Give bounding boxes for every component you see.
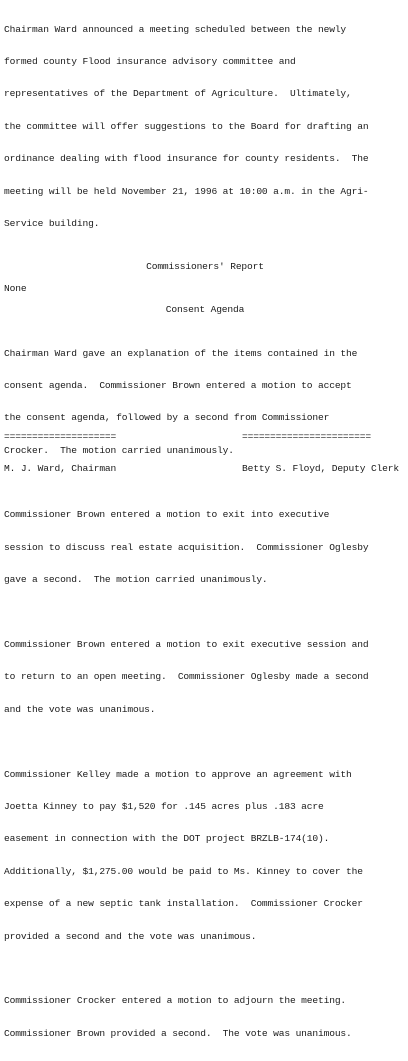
text-line: Chairman Ward gave an explanation of the items contained in the [4, 347, 358, 359]
executive-session-entry-paragraph [4, 489, 406, 608]
consent-agenda-heading: Consent Agenda [165, 304, 245, 316]
text-line: Additionally, $1,275.00 would be paid to Ms. Kinney to cover the [4, 865, 363, 877]
text-line: Commissioner Kelley made a motion to approve an agreement with [4, 768, 352, 780]
text-line: meeting will be held November 21, 1996 at 10:00 a.m. in the Agri- [4, 185, 369, 197]
text-line: Service building. [4, 217, 100, 229]
clerk-signature-block [242, 410, 399, 496]
text-line: Commissioner Crocker entered a motion to adjourn the meeting. [4, 995, 347, 1007]
signature-line: ======================= [242, 430, 371, 442]
text-line: Commissioner Brown entered a motion to exit into executive [4, 509, 330, 521]
text-line: Chairman Ward announced a meeting scheduled between the newly [4, 23, 347, 35]
text-line: easement in connection with the DOT project BRZLB-174(10). [4, 833, 330, 845]
text-line: expense of a new septic tank installation. Commissioner Crocker [4, 898, 363, 910]
clerk-name: Betty S. Floyd, Deputy Clerk [242, 462, 400, 474]
text-line: Commissioner Brown provided a second. The vote was unanimous. [4, 1027, 352, 1039]
kinney-agreement-paragraph [4, 748, 406, 964]
text-line: ordinance dealing with flood insurance for county residents. The [4, 153, 369, 165]
text-line: Crocker. The motion carried unanimously. [4, 444, 234, 456]
signature-line: ==================== [4, 430, 117, 442]
adjournment-paragraph [4, 975, 406, 1061]
text-line: gave a second. The motion carried unanimously. [4, 574, 268, 586]
text-line: the committee will offer suggestions to the Board for drafting an [4, 120, 369, 132]
chairman-signature-block [4, 410, 116, 496]
meeting-announcement-paragraph [4, 3, 406, 251]
text-line: and the vote was unanimous. [4, 703, 156, 715]
commissioners-report-body: None [4, 282, 27, 294]
executive-session-exit-paragraph [4, 618, 406, 737]
text-line: provided a second and the vote was unanimous. [4, 930, 257, 942]
text-line: formed county Flood insurance advisory committee and [4, 55, 296, 67]
chairman-name: M. J. Ward, Chairman [4, 462, 117, 474]
minutes-page [4, 3, 406, 1061]
text-line: to return to an open meeting. Commissioner Oglesby made a second [4, 671, 369, 683]
text-line: session to discuss real estate acquisition. Commissioner Oglesby [4, 541, 369, 553]
text-line: Joetta Kinney to pay $1,520 for .145 acres plus .183 acre [4, 800, 324, 812]
text-line: Commissioner Brown entered a motion to exit executive session and [4, 639, 369, 651]
text-line: consent agenda. Commissioner Brown entered a motion to accept [4, 379, 352, 391]
text-line: representatives of the Department of Agriculture. Ultimately, [4, 88, 352, 100]
commissioners-report-heading: Commissioners' Report [146, 261, 264, 273]
text-line: the consent agenda, followed by a second from Commissioner [4, 412, 330, 424]
